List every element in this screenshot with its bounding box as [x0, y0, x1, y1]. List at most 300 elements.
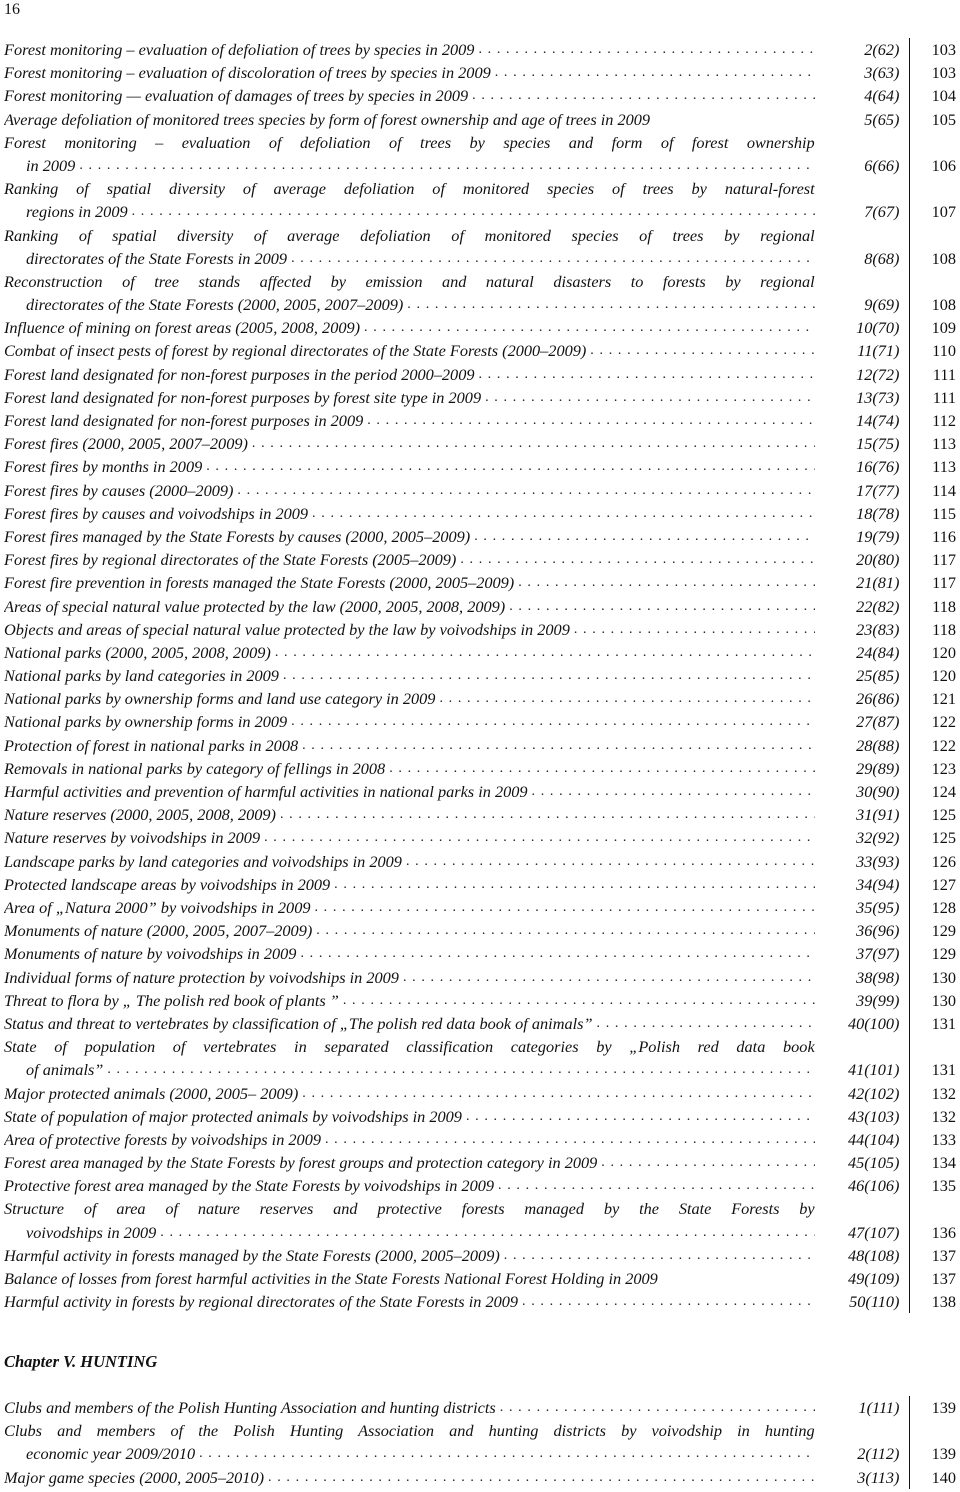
page-reference: 137	[931, 1245, 956, 1265]
table-number: 2(62)	[864, 39, 900, 59]
dot-leader	[302, 734, 815, 757]
column-divider	[909, 966, 910, 989]
column-divider	[909, 131, 910, 177]
dot-leader	[518, 571, 814, 594]
column-divider	[909, 826, 910, 849]
table-number: 23(83)	[856, 619, 900, 639]
column-divider	[909, 432, 910, 455]
table-number: 36(96)	[856, 921, 900, 941]
entry-title-line: Harmful activity in forests by regional directorates of the State Forests in 2009	[4, 1290, 522, 1313]
page-reference: 114	[932, 480, 956, 500]
page-reference: 106	[931, 155, 956, 175]
dot-leader	[460, 548, 814, 571]
entry-title	[4, 108, 815, 131]
table-number: 37(97)	[856, 944, 900, 964]
column-divider	[909, 734, 910, 757]
dot-leader	[478, 38, 814, 61]
column-divider	[909, 502, 910, 525]
entry-title-line: Area of „Natura 2000” by voivodships in 2009	[4, 896, 314, 919]
entry-title-line: Forest land designated for non-forest purposes by forest site type in 2009	[4, 386, 485, 409]
entry-title	[4, 780, 815, 803]
column-divider	[909, 1128, 910, 1151]
dot-leader	[314, 896, 814, 919]
entry-title	[4, 1128, 815, 1151]
dot-leader	[601, 1151, 814, 1174]
entry-title	[4, 803, 815, 826]
entry-title-line: Forest monitoring – evaluation of defoliation of trees by species and form of forest ownership	[4, 132, 815, 152]
column-divider	[909, 1105, 910, 1128]
entry-title-line: Forest land designated for non-forest purposes in 2009	[4, 409, 367, 432]
toc-entry	[4, 525, 956, 548]
page-reference: 125	[931, 828, 956, 848]
page-reference: 117	[932, 573, 956, 593]
column-divider	[909, 316, 910, 339]
entry-title-line: voivodships in 2009	[26, 1221, 160, 1244]
column-divider	[909, 595, 910, 618]
column-divider	[909, 1466, 910, 1489]
toc-entry	[4, 664, 956, 687]
toc-entry	[4, 641, 956, 664]
page-reference: 130	[931, 990, 956, 1010]
table-number: 10(70)	[856, 318, 900, 338]
dot-leader	[485, 386, 815, 409]
table-number: 17(77)	[856, 480, 900, 500]
dot-leader	[439, 687, 814, 710]
entry-title-line: Forest fires by causes (2000–2009)	[4, 479, 237, 502]
page-number: 16	[4, 1, 20, 18]
dot-leader	[316, 919, 814, 942]
toc-entry	[4, 1105, 956, 1128]
column-divider	[909, 850, 910, 873]
page-reference: 135	[931, 1176, 956, 1196]
dot-leader	[132, 200, 815, 223]
page-reference: 118	[932, 619, 956, 639]
toc-entry	[4, 711, 956, 734]
table-number: 13(73)	[856, 387, 900, 407]
dot-leader	[275, 641, 815, 664]
dot-leader	[237, 479, 814, 502]
entry-title-line: Removals in national parks by category of fellings in 2008	[4, 757, 389, 780]
dot-leader	[280, 803, 815, 826]
column-divider	[909, 571, 910, 594]
page-reference: 130	[931, 967, 956, 987]
toc-entry	[4, 386, 956, 409]
dot-leader	[478, 363, 814, 386]
dot-leader	[407, 293, 814, 316]
entry-title	[4, 1151, 815, 1174]
page-reference: 113	[932, 434, 956, 454]
entry-title	[4, 270, 815, 316]
toc-entry	[4, 1396, 956, 1419]
page-reference: 116	[932, 526, 956, 546]
dot-leader	[389, 757, 814, 780]
page-reference: 111	[932, 387, 956, 407]
column-divider	[909, 224, 910, 270]
column-divider	[909, 61, 910, 84]
dot-leader	[264, 826, 815, 849]
entry-title	[4, 826, 815, 849]
page-reference: 113	[932, 457, 956, 477]
entry-title-line: Forest fire prevention in forests managed the State Forests (2000, 2005–2009)	[4, 571, 518, 594]
entry-title-line: Combat of insect pests of forest by regional directorates of the State Forests (2000–2009)	[4, 339, 590, 362]
column-divider	[909, 1197, 910, 1243]
dot-leader	[199, 1442, 815, 1465]
table-number: 31(91)	[856, 805, 900, 825]
column-divider	[909, 757, 910, 780]
table-number: 18(78)	[856, 503, 900, 523]
toc-entry	[4, 873, 956, 896]
entry-title-line: Protection of forest in national parks in 2008	[4, 734, 302, 757]
table-number: 39(99)	[856, 990, 900, 1010]
column-divider	[909, 989, 910, 1012]
toc-entry	[4, 1128, 956, 1151]
column-divider	[909, 84, 910, 107]
column-divider	[909, 409, 910, 432]
table-of-contents-hunting	[4, 1396, 956, 1489]
table-number: 34(94)	[856, 874, 900, 894]
entry-title	[4, 1396, 815, 1419]
column-divider	[909, 711, 910, 734]
dot-leader	[283, 664, 815, 687]
column-divider	[909, 664, 910, 687]
entry-title-line: Status and threat to vertebrates by classification of „The polish red data book of animals”	[4, 1012, 597, 1035]
dot-leader	[343, 989, 815, 1012]
entry-title	[4, 1466, 815, 1489]
page-reference: 129	[931, 921, 956, 941]
column-divider	[909, 525, 910, 548]
entry-title	[4, 710, 815, 733]
table-number: 45(105)	[847, 1153, 900, 1173]
dot-leader	[291, 710, 815, 733]
page-reference: 136	[931, 1222, 956, 1242]
entry-title-line: National parks by ownership forms in 2009	[4, 710, 291, 733]
page-reference: 132	[931, 1083, 956, 1103]
page-reference: 111	[932, 364, 956, 384]
table-number: 47(107)	[847, 1222, 900, 1242]
entry-title-line: Protected landscape areas by voivodships in 2009	[4, 873, 334, 896]
entry-title-line: Landscape parks by land categories and voivodships in 2009	[4, 850, 406, 873]
toc-entry	[4, 409, 956, 432]
toc-entry	[4, 340, 956, 363]
entry-title-line: Forest monitoring – evaluation of defoliation of trees by species in 2009	[4, 38, 478, 61]
entry-title-line: regions in 2009	[26, 200, 132, 223]
column-divider	[909, 919, 910, 942]
dot-leader	[364, 316, 815, 339]
entry-title	[4, 363, 815, 386]
page-reference: 124	[931, 782, 956, 802]
entry-title	[4, 1244, 815, 1267]
toc-entry	[4, 942, 956, 965]
page-reference: 137	[931, 1269, 956, 1289]
chapter-heading: Chapter V. HUNTING	[4, 1352, 158, 1371]
table-number: 30(90)	[856, 782, 900, 802]
column-divider	[909, 386, 910, 409]
toc-entry	[4, 780, 956, 803]
column-divider	[909, 1290, 910, 1313]
page-reference: 107	[931, 202, 956, 222]
table-number: 2(112)	[857, 1444, 900, 1464]
table-number: 41(101)	[847, 1060, 900, 1080]
page-reference: 129	[931, 944, 956, 964]
entry-title	[4, 734, 815, 757]
entry-title	[4, 386, 815, 409]
table-number: 33(93)	[856, 851, 900, 871]
table-number: 24(84)	[856, 642, 900, 662]
table-number: 49(109)	[847, 1269, 900, 1289]
column-divider	[909, 108, 910, 131]
entry-title-line: Reconstruction of tree stands affected by emission and natural disasters to forests by regional	[4, 271, 815, 291]
entry-title-line: Nature reserves (2000, 2005, 2008, 2009)	[4, 803, 280, 826]
entry-title	[4, 38, 815, 61]
entry-title	[4, 1197, 815, 1243]
entry-title	[4, 177, 815, 223]
page-reference: 127	[931, 874, 956, 894]
table-of-contents	[4, 38, 956, 1313]
column-divider	[909, 340, 910, 363]
dot-leader	[325, 1128, 815, 1151]
dot-leader	[312, 502, 815, 525]
dot-leader	[466, 1105, 815, 1128]
toc-entry	[4, 1244, 956, 1267]
column-divider	[909, 1419, 910, 1465]
column-divider	[909, 1267, 910, 1290]
entry-title	[4, 873, 815, 896]
entry-title	[4, 1290, 815, 1313]
toc-entry	[4, 224, 956, 270]
entry-title-line: Structure of area of nature reserves and protective forests managed by the State Forests by	[4, 1199, 815, 1219]
toc-entry	[4, 734, 956, 757]
page-reference: 122	[931, 712, 956, 732]
page-reference: 115	[932, 503, 956, 523]
toc-entry	[4, 363, 956, 386]
page-reference: 104	[931, 86, 956, 106]
toc-entry	[4, 455, 956, 478]
entry-title	[4, 84, 815, 107]
page-reference: 131	[931, 1060, 956, 1080]
table-number: 4(64)	[864, 86, 900, 106]
table-number: 1(111)	[858, 1397, 900, 1417]
page-reference: 120	[931, 666, 956, 686]
entry-title	[4, 224, 815, 270]
column-divider	[909, 942, 910, 965]
dot-leader	[574, 618, 815, 641]
entry-title	[4, 409, 815, 432]
entry-title-line: Objects and areas of special natural value protected by the law by voivodships in 2009	[4, 618, 574, 641]
page-reference: 103	[931, 39, 956, 59]
toc-entry	[4, 316, 956, 339]
page-reference: 134	[931, 1153, 956, 1173]
page-reference: 112	[932, 411, 956, 431]
table-number: 11(71)	[857, 341, 900, 361]
page-reference: 138	[931, 1292, 956, 1312]
dot-leader	[597, 1012, 815, 1035]
column-divider	[909, 1012, 910, 1035]
column-divider	[909, 177, 910, 223]
entry-title-line: Forest fires (2000, 2005, 2007–2009)	[4, 432, 252, 455]
page-reference: 120	[931, 642, 956, 662]
table-number: 46(106)	[847, 1176, 900, 1196]
dot-leader	[300, 942, 814, 965]
toc-entry	[4, 1174, 956, 1197]
entry-title	[4, 455, 815, 478]
entry-title-line: directorates of the State Forests in 2009	[26, 247, 291, 270]
toc-entry	[4, 757, 956, 780]
entry-title	[4, 316, 815, 339]
toc-entry	[4, 131, 956, 177]
table-number: 15(75)	[856, 434, 900, 454]
entry-title-line: directorates of the State Forests (2000, 2005, 2007–2009)	[26, 293, 407, 316]
dot-leader	[509, 595, 814, 618]
entry-title-line: Clubs and members of the Polish Hunting Association and hunting districts by voivodship in hunting	[4, 1421, 815, 1441]
entry-title	[4, 989, 815, 1012]
entry-title	[4, 1105, 815, 1128]
toc-entry	[4, 479, 956, 502]
entry-title	[4, 1082, 815, 1105]
entry-title	[4, 687, 815, 710]
entry-title-line: Forest monitoring — evaluation of damages of trees by species in 2009	[4, 84, 472, 107]
entry-title-line: Monuments of nature by voivodships in 2009	[4, 942, 300, 965]
page-reference: 103	[931, 63, 956, 83]
entry-title-line: Harmful activity in forests managed by the State Forests (2000, 2005–2009)	[4, 1244, 504, 1267]
entry-title-line: Forest fires by regional directorates of the State Forests (2005–2009)	[4, 548, 460, 571]
toc-entry	[4, 1012, 956, 1035]
entry-title-line: economic year 2009/2010	[26, 1442, 199, 1465]
entry-title	[4, 548, 815, 571]
table-number: 12(72)	[856, 364, 900, 384]
toc-entry	[4, 84, 956, 107]
toc-entry	[4, 618, 956, 641]
table-number: 28(88)	[856, 735, 900, 755]
toc-entry	[4, 38, 956, 61]
entry-title-line: Monuments of nature (2000, 2005, 2007–2009)	[4, 919, 316, 942]
entry-title-line: Forest fires by months in 2009	[4, 455, 206, 478]
entry-title	[4, 502, 815, 525]
page-reference: 139	[931, 1444, 956, 1464]
column-divider	[909, 1082, 910, 1105]
entry-title-line: Major protected animals (2000, 2005– 2009)	[4, 1082, 302, 1105]
table-number: 14(74)	[856, 411, 900, 431]
entry-title-line: Harmful activities and prevention of harmful activities in national parks in 2009	[4, 780, 532, 803]
table-number: 35(95)	[856, 897, 900, 917]
toc-entry	[4, 1267, 956, 1290]
column-divider	[909, 455, 910, 478]
entry-title-line: Balance of losses from forest harmful activities in the State Forests National Forest Holding in 2009	[4, 1267, 662, 1290]
table-number: 8(68)	[864, 248, 900, 268]
page-reference: 121	[931, 689, 956, 709]
dot-leader	[532, 780, 815, 803]
entry-title	[4, 966, 815, 989]
column-divider	[909, 1035, 910, 1081]
entry-title-line: Forest land designated for non-forest purposes in the period 2000–2009	[4, 363, 478, 386]
toc-entry	[4, 1082, 956, 1105]
dot-leader	[472, 84, 815, 107]
dot-leader	[406, 850, 815, 873]
table-number: 20(80)	[856, 550, 900, 570]
toc-entry	[4, 1035, 956, 1081]
entry-title	[4, 757, 815, 780]
column-divider	[909, 1174, 910, 1197]
entry-title-line: Forest area managed by the State Forests by forest groups and protection category in 2009	[4, 1151, 601, 1174]
entry-title-line: State of population of vertebrates in separated classification categories by „Polish red data book	[4, 1037, 815, 1057]
entry-title-line: Major game species (2000, 2005–2010)	[4, 1466, 268, 1489]
column-divider	[909, 641, 910, 664]
table-number: 44(104)	[847, 1129, 900, 1149]
table-number: 27(87)	[856, 712, 900, 732]
toc-entry	[4, 826, 956, 849]
toc-entry	[4, 108, 956, 131]
entry-title	[4, 1419, 815, 1465]
column-divider	[909, 1151, 910, 1174]
entry-title	[4, 1012, 815, 1035]
table-number: 48(108)	[847, 1245, 900, 1265]
dot-leader	[268, 1466, 815, 1489]
column-divider	[909, 1396, 910, 1419]
entry-title-line: Ranking of spatial diversity of average defoliation of monitored species of trees by natural-forest	[4, 179, 815, 199]
dot-leader	[107, 1058, 814, 1081]
table-number: 50(110)	[849, 1292, 900, 1312]
table-number: 29(89)	[856, 758, 900, 778]
entry-title	[4, 571, 815, 594]
page-reference: 108	[931, 248, 956, 268]
table-number: 19(79)	[856, 526, 900, 546]
column-divider	[909, 803, 910, 826]
table-number: 6(66)	[864, 155, 900, 175]
entry-title	[4, 942, 815, 965]
column-divider	[909, 479, 910, 502]
table-number: 9(69)	[864, 295, 900, 315]
toc-entry	[4, 61, 956, 84]
table-number: 26(86)	[856, 689, 900, 709]
entry-title-line: Forest monitoring – evaluation of discoloration of trees by species in 2009	[4, 61, 495, 84]
entry-title	[4, 618, 815, 641]
page-reference: 140	[931, 1467, 956, 1487]
page-reference: 117	[932, 550, 956, 570]
column-divider	[909, 363, 910, 386]
table-number: 32(92)	[856, 828, 900, 848]
table-number: 3(63)	[864, 63, 900, 83]
column-divider	[909, 873, 910, 896]
entry-title-line: of animals”	[26, 1058, 107, 1081]
table-number: 43(103)	[847, 1106, 900, 1126]
dot-leader	[291, 247, 815, 270]
entry-title-line: Average defoliation of monitored trees species by form of forest ownership and age of trees in 2009	[4, 108, 654, 131]
dot-leader	[500, 1396, 815, 1419]
toc-entry	[4, 1151, 956, 1174]
entry-title-line: Individual forms of nature protection by voivodships in 2009	[4, 966, 403, 989]
entry-title-line: Clubs and members of the Polish Hunting Association and hunting districts	[4, 1396, 500, 1419]
page-reference: 131	[931, 1013, 956, 1033]
page-reference: 105	[931, 109, 956, 129]
dot-leader	[495, 61, 815, 84]
toc-entry	[4, 1466, 956, 1489]
entry-title-line: Areas of special natural value protected by the law (2000, 2005, 2008, 2009)	[4, 595, 509, 618]
page-reference: 133	[931, 1129, 956, 1149]
toc-entry	[4, 687, 956, 710]
toc-entry	[4, 177, 956, 223]
entry-title	[4, 850, 815, 873]
page-reference: 132	[931, 1106, 956, 1126]
page-reference: 118	[932, 596, 956, 616]
toc-entry	[4, 1419, 956, 1465]
column-divider	[909, 687, 910, 710]
toc-entry	[4, 571, 956, 594]
page-reference: 123	[931, 758, 956, 778]
page-reference: 125	[931, 805, 956, 825]
page-reference: 126	[931, 851, 956, 871]
table-number: 16(76)	[856, 457, 900, 477]
column-divider	[909, 780, 910, 803]
toc-entry	[4, 989, 956, 1012]
